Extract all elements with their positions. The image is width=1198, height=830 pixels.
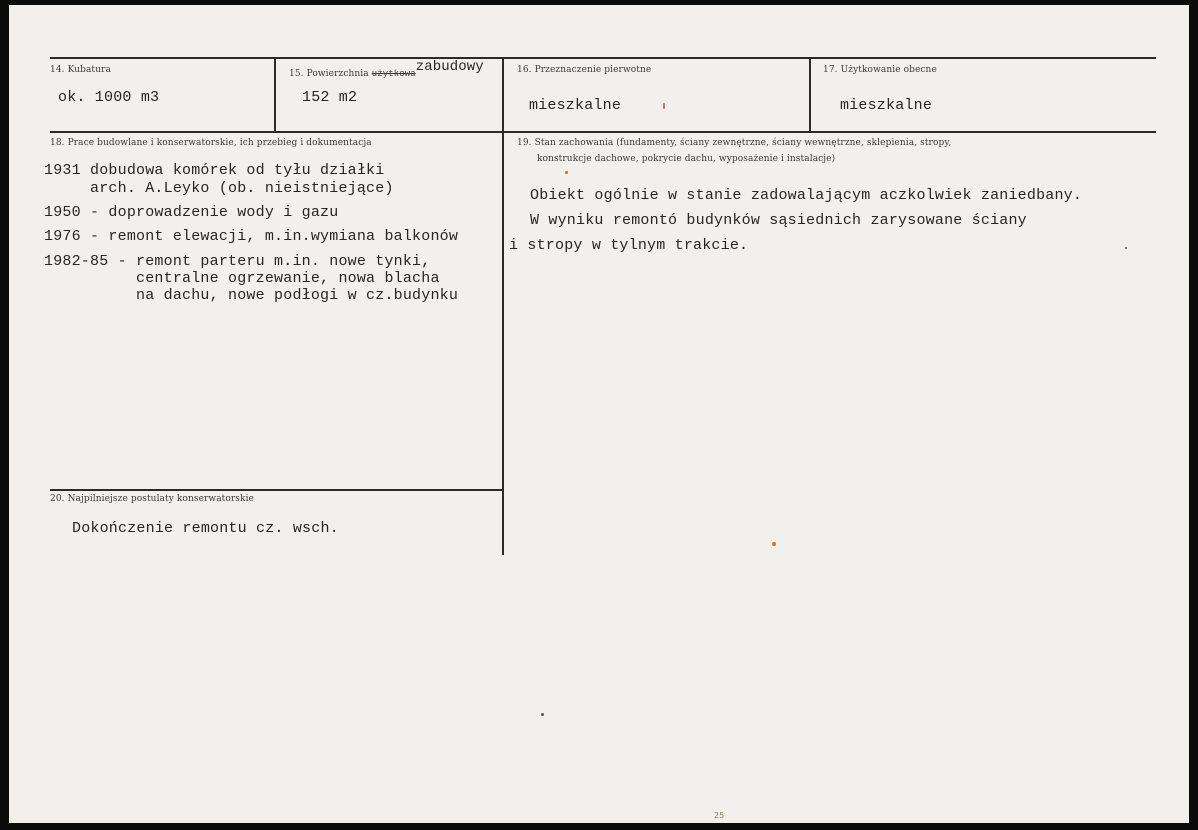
stan-line: Obiekt ogólnie w stanie zadowalającym aczkolwiek zaniedbany. bbox=[530, 187, 1083, 204]
przeznaczenie-value: mieszkalne bbox=[529, 97, 622, 114]
postulaty-value: Dokończenie remontu cz. wsch. bbox=[72, 520, 339, 537]
prace-line: 1982-85 - remont parteru m.in. nowe tynki, bbox=[44, 253, 431, 270]
paper-speck bbox=[565, 171, 568, 174]
prace-line: arch. A.Leyko (ob. nieistniejące) bbox=[44, 180, 394, 197]
stan-label-line2: konstrukcje dachowe, pokrycie dachu, wyposażenie i instalacje) bbox=[537, 154, 836, 164]
col-divider-1 bbox=[274, 58, 276, 132]
uzytkowanie-value: mieszkalne bbox=[840, 97, 933, 114]
record-card bbox=[9, 5, 1189, 823]
section-20-divider bbox=[50, 489, 502, 491]
prace-line: na dachu, nowe podłogi w cz.budynku bbox=[44, 287, 459, 304]
stan-label-line1: 19. Stan zachowania (fundamenty, ściany zewnętrzne, ściany wewnętrzne, sklepienia, stropy, bbox=[517, 138, 952, 148]
stan-line: i stropy w tylnym trakcie. bbox=[509, 237, 749, 254]
prace-line: 1931 dobudowa komórek od tyłu działki bbox=[44, 162, 385, 179]
prace-line: 1950 - doprowadzenie wody i gazu bbox=[44, 204, 339, 221]
paper-speck bbox=[772, 542, 776, 546]
footer-mark: 25 bbox=[714, 811, 725, 820]
przeznaczenie-label: 16. Przeznaczenie pierwotne bbox=[517, 65, 652, 75]
powierzchnia-label-suffix: zabudowy bbox=[415, 59, 484, 75]
uzytkowanie-label: 17. Użytkowanie obecne bbox=[823, 65, 937, 75]
paper-speck bbox=[663, 103, 665, 109]
stan-line: W wyniku remontó budynków sąsiednich zarysowane ściany bbox=[530, 212, 1027, 229]
powierzchnia-label-prefix: 15. Powierzchnia bbox=[289, 69, 369, 79]
prace-line: centralne ogrzewanie, nowa blacha bbox=[44, 270, 440, 287]
prace-line: 1976 - remont elewacji, m.in.wymiana balkonów bbox=[44, 228, 459, 245]
postulaty-label: 20. Najpilniejsze postulaty konserwatorskie bbox=[50, 494, 254, 504]
powierzchnia-label-struck: użytkowa bbox=[371, 69, 416, 79]
kubatura-value: ok. 1000 m3 bbox=[58, 89, 160, 106]
prace-label: 18. Prace budowlane i konserwatorskie, ich przebieg i dokumentacja bbox=[50, 138, 372, 148]
col-divider-2 bbox=[502, 58, 504, 555]
powierzchnia-value: 152 m2 bbox=[302, 89, 358, 106]
top-rule bbox=[50, 57, 1156, 59]
paper-speck bbox=[1125, 247, 1127, 249]
paper-speck bbox=[541, 713, 544, 716]
row-divider bbox=[50, 131, 1156, 133]
kubatura-label: 14. Kubatura bbox=[50, 65, 111, 75]
col-divider-3 bbox=[809, 58, 811, 132]
powierzchnia-label bbox=[289, 59, 484, 79]
